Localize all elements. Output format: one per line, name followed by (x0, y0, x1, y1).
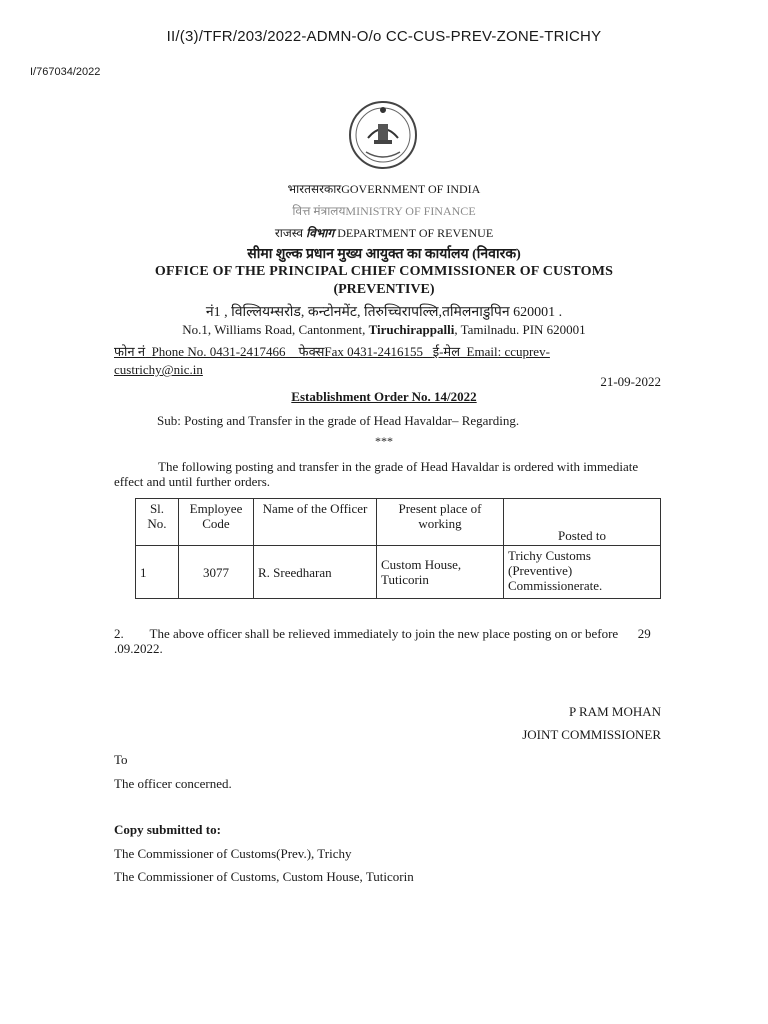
table-header-row (136, 499, 661, 546)
phone-number: Phone No. 0431-2417466 (151, 344, 286, 359)
address-part-1: No.1, Williams Road, Cantonment, (182, 322, 369, 337)
copy-recipient-1: The Commissioner of Customs(Prev.), Trichy (114, 846, 352, 861)
cell-posted-to: Trichy Customs (Preventive) Commissionerate. (504, 546, 661, 599)
to-recipient: The officer concerned. (114, 776, 232, 791)
contact-underlined (114, 344, 550, 377)
order-title: Establishment Order No. 14/2022 (291, 389, 477, 404)
gov-hindi: भारतसरकार (287, 182, 342, 196)
cell-employee-code: 3077 (179, 546, 254, 599)
address-city: Tiruchirappalli (368, 322, 455, 337)
address-english (0, 322, 768, 338)
email-hindi: ई-मेल (432, 344, 461, 359)
government-line (0, 180, 768, 197)
office-name-english: OFFICE OF THE PRINCIPAL CHIEF COMMISSIONER OF CUSTOMS (154, 264, 614, 279)
posting-table (135, 498, 661, 599)
header-sl-no: Sl. No. (136, 499, 179, 546)
office-suffix: (PREVENTIVE) (333, 282, 435, 297)
header-employee-code: Employee Code (179, 499, 254, 546)
ministry-english: MINISTRY OF FINANCE (345, 204, 476, 218)
department-line (0, 224, 768, 241)
phone-hindi: फोन नं (114, 344, 146, 359)
signatory-name: P RAM MOHAN (569, 704, 661, 719)
fax-number: Fax 0431-2416155 (324, 344, 423, 359)
national-emblem-seal (348, 100, 418, 170)
order-subject: Sub: Posting and Transfer in the grade of Head Havaldar– Regarding. (157, 413, 520, 428)
gov-english: GOVERNMENT OF INDIA (341, 182, 481, 196)
ministry-hindi: वित्त मंत्रालय (292, 204, 346, 218)
header-posted-to: Posted to (504, 499, 661, 546)
email-address[interactable]: custrichy@nic.in (114, 362, 203, 377)
contact-line (114, 343, 654, 379)
order-intro: The following posting and transfer in the grade of Head Havaldar is ordered with immediate effect and until further orders. (114, 459, 639, 489)
to-label: To (114, 752, 128, 767)
cell-present-place: Custom House, Tuticorin (377, 546, 504, 599)
copy-recipient-2: The Commissioner of Customs, Custom House, Tuticorin (114, 869, 414, 884)
dept-hindi-1: राजस्व (274, 226, 304, 240)
dept-hindi-2: विभाग (306, 226, 335, 240)
copy-heading: Copy submitted to: (114, 822, 221, 837)
order-date: 21-09-2022 (600, 374, 661, 389)
address-part-2: , Tamilnadu. PIN 620001 (454, 322, 586, 337)
cell-officer-name: R. Sreedharan (254, 546, 377, 599)
office-name-hindi: सीमा शुल्क प्रधान मुख्य आयुक्त का कार्यालय (निवारक) (247, 247, 521, 262)
ministry-line (0, 202, 768, 219)
dept-english: DEPARTMENT OF REVENUE (337, 226, 494, 240)
separator-stars: *** (375, 434, 393, 448)
email-label: Email: ccuprev- (466, 344, 550, 359)
table-row (136, 546, 661, 599)
address-tamil: नं1 , विल्लियम्सरोड, कन्टोनमेंट, तिरुच्चिरापल्लि,तमिलनाडुपिन 620001 . (205, 305, 563, 320)
cell-sl-no: 1 (136, 546, 179, 599)
fax-hindi: फेक्स (298, 344, 325, 359)
relieving-paragraph: 2. The above officer shall be relieved immediately to join the new place posting on or before 29 .09.2022. (114, 626, 654, 656)
signatory-designation: JOINT COMMISSIONER (522, 727, 661, 742)
document-id: I/767034/2022 (30, 66, 101, 78)
header-present-place: Present place of working (377, 499, 504, 546)
file-reference: II/(3)/TFR/203/2022-ADMN-O/o CC-CUS-PREV-ZONE-TRICHY (166, 28, 602, 45)
header-officer-name: Name of the Officer (254, 499, 377, 546)
